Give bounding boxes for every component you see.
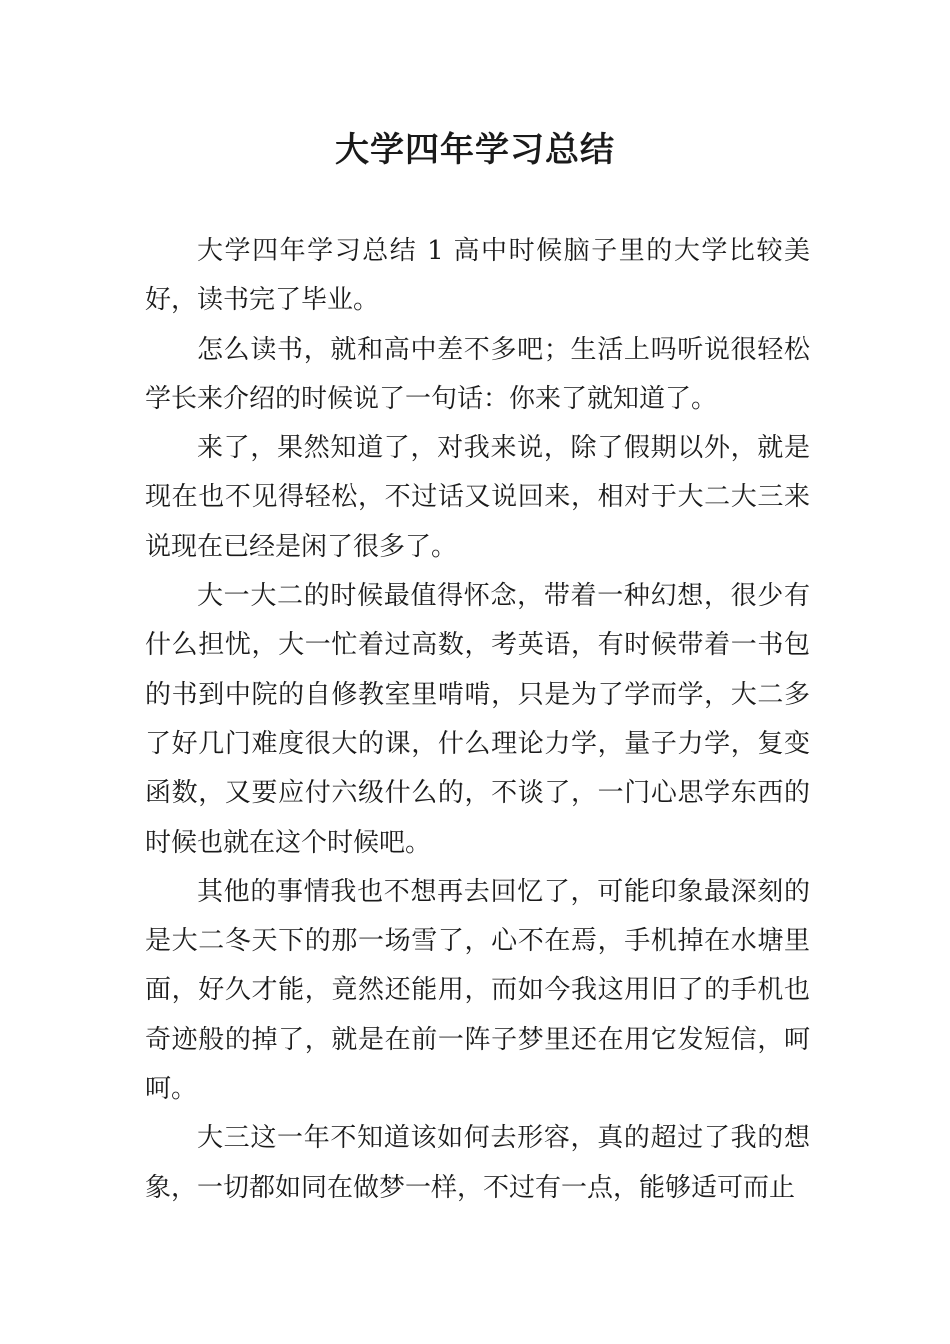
paragraph: 怎么读书，就和高中差不多吧；生活上吗听说很轻松学长来介绍的时候说了一句话：你来了就知道了。 [145,334,810,414]
paragraph: 大三这一年不知道该如何去形容，真的超过了我的想象，一切都如同在做梦一样，不过有一点，能够适可而止 [145,1123,810,1203]
paragraph: 大学四年学习总结 1 高中时候脑子里的大学比较美好，读书完了毕业。 [145,236,810,316]
paragraph: 大一大二的时候最值得怀念，带着一种幻想，很少有什么担忧，大一忙着过高数，考英语，有时候带着一书包的书到中院的自修教室里啃啃，只是为了学而学，大二多了好几门难度很大的课，什么理论力学，量子力学，复变函数，又要应付六级什么的，不谈了，一门心思学东西的时候也就在这个时候吧。 [145,581,810,858]
document-body [145,227,810,1213]
paragraph: 其他的事情我也不想再去回忆了，可能印象最深刻的是大二冬天下的那一场雪了，心不在焉，手机掉在水塘里面，好久才能，竟然还能用，而如今我这用旧了的手机也奇迹般的掉了，就是在前一阵子梦里还在用它发短信，呵呵。 [145,876,810,1105]
document-title: 大学四年学习总结 [335,130,615,170]
paragraph: 来了，果然知道了，对我来说，除了假期以外，就是现在也不见得轻松，不过话又说回来，相对于大二大三来说现在已经是闲了很多了。 [145,433,810,562]
